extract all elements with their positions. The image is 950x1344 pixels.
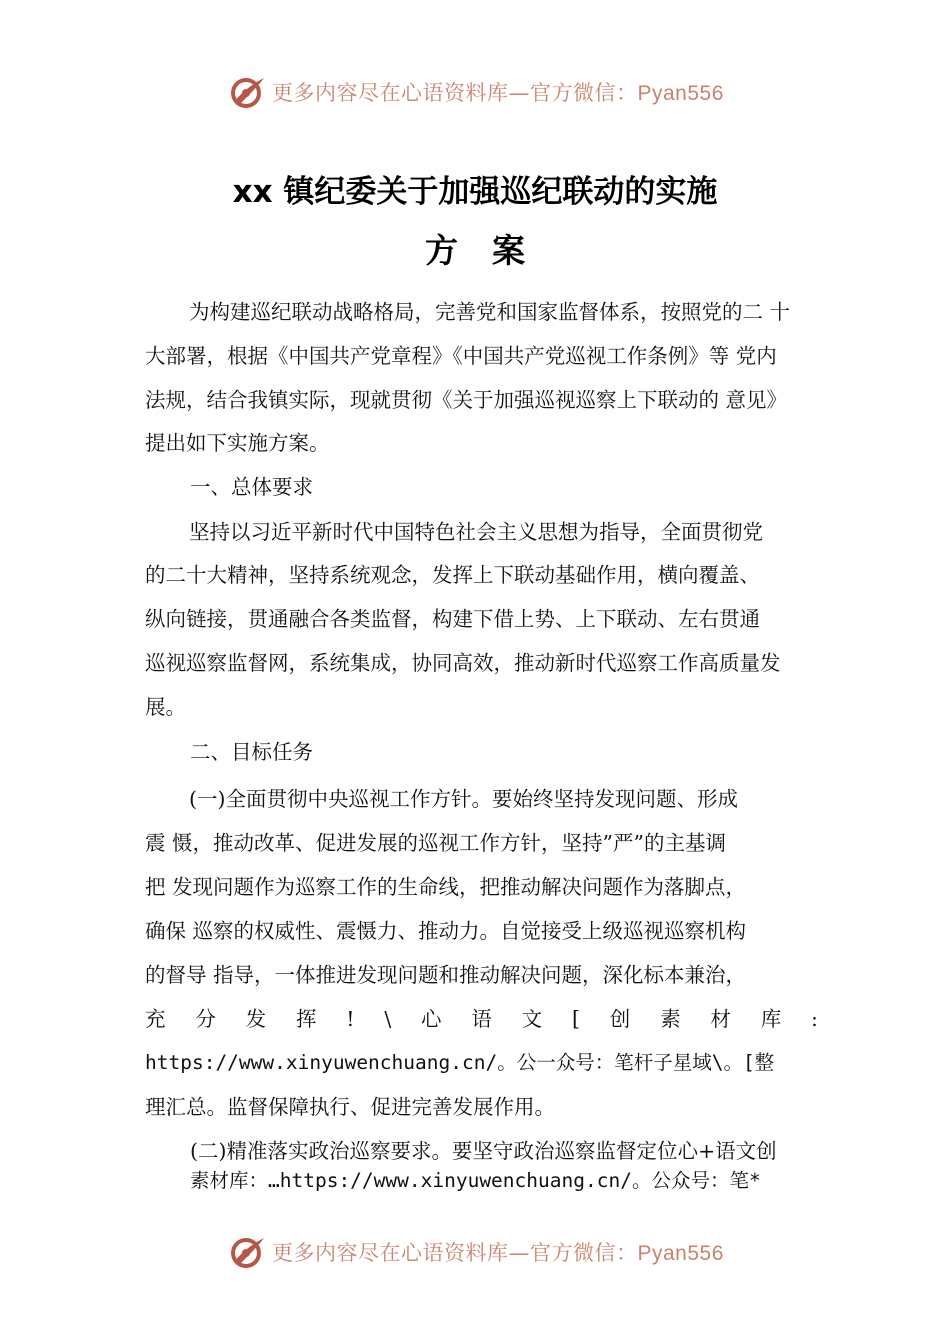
section2-item1-line-5: 的督导 指导，一体推进发现问题和推动解决问题，深化标本兼治， bbox=[145, 963, 747, 987]
wechat-id: Pyan556 bbox=[637, 1242, 724, 1265]
spread-char: 创 bbox=[609, 1007, 631, 1031]
section2-item1-line-2: 震 慑，推动改革、促进发展的巡视工作方针，坚持”严”的主基调 bbox=[145, 831, 726, 855]
spread-char: 充 bbox=[145, 1007, 166, 1031]
spread-char: 材 bbox=[710, 1007, 731, 1031]
section2-item1-line-4: 确保 巡察的权威性、震慑力、推动力。自觉接受上级巡视巡察机构 bbox=[145, 919, 747, 943]
watermark-banner-top bbox=[228, 72, 748, 112]
section1-heading: 一、总体要求 bbox=[190, 475, 313, 499]
wechat-id: Pyan556 bbox=[637, 82, 724, 105]
section1-line-1: 坚持以习近平新时代中国特色社会主义思想为指导，全面贯彻党 bbox=[189, 520, 763, 544]
intro-line-1: 为构建巡纪联动战略格局，完善党和国家监督体系，按照党的二 十 bbox=[189, 300, 791, 324]
section2-item1-line-3: 把 发现问题作为巡察工作的生命线，把推动解决问题作为落脚点， bbox=[145, 875, 747, 899]
spread-char: 发 bbox=[245, 1007, 267, 1031]
brush-logo-icon bbox=[228, 1232, 268, 1272]
spread-char: 心 bbox=[421, 1007, 442, 1031]
spread-char: 语 bbox=[471, 1007, 492, 1031]
watermark-banner-bottom bbox=[228, 1232, 748, 1272]
intro-line-2: 大部署，根据《中国共产党章程》《中国共产党巡视工作条例》等 党内 bbox=[145, 344, 777, 368]
spread-char: ! bbox=[346, 1007, 355, 1031]
spread-char: [ bbox=[571, 1007, 580, 1031]
spread-char: 库 bbox=[760, 1007, 782, 1031]
section1-line-5: 展。 bbox=[145, 695, 186, 719]
spread-char: 挥 bbox=[295, 1007, 317, 1031]
section1-line-4: 巡视巡察监督网，系统集成，协同高效，推动新时代巡察工作高质量发 bbox=[145, 651, 781, 675]
spread-char: 文 bbox=[521, 1007, 543, 1031]
url-line: https://www.xinyuwenchuang.cn/。公一众号：笔杆子星域\。[整 bbox=[145, 1051, 775, 1074]
brush-logo-icon bbox=[228, 72, 268, 112]
doc-title-line2: 方案 bbox=[425, 231, 559, 270]
section2-item2-line-2: 素材库：…https://www.xinyuwenchuang.cn/。公众号：笔* bbox=[190, 1169, 761, 1192]
banner-text: 更多内容尽在心语资料库—官方微信：Pyan556 bbox=[272, 81, 724, 105]
intro-line-4: 提出如下实施方案。 bbox=[145, 431, 330, 455]
section1-line-3: 纵向链接，贯通融合各类监督，构建下借上势、上下联动、左右贯通 bbox=[145, 607, 760, 631]
banner-text: 更多内容尽在心语资料库—官方微信：Pyan556 bbox=[272, 1241, 724, 1265]
spread-char: : bbox=[811, 1007, 818, 1031]
intro-line-3: 法规，结合我镇实际，现就贯彻《关于加强巡视巡察上下联动的 意见》 bbox=[145, 388, 788, 412]
spread-chars-line bbox=[145, 997, 818, 1041]
doc-title-line1: xx 镇纪委关于加强巡纪联动的实施 bbox=[232, 174, 718, 210]
section2-item1-line-1: (一)全面贯彻中央巡视工作方针。要始终坚持发现问题、形成 bbox=[189, 787, 738, 811]
section2-heading: 二、目标任务 bbox=[190, 740, 313, 764]
section2-item2-line-1: (二)精准落实政治巡察要求。要坚守政治巡察监督定位心+语文创 bbox=[190, 1139, 777, 1163]
spread-char: \ bbox=[384, 1007, 392, 1031]
spread-char: 素 bbox=[660, 1007, 681, 1031]
section2-item1-end: 理汇总。监督保障执行、促进完善发展作用。 bbox=[145, 1095, 555, 1119]
spread-char: 分 bbox=[195, 1007, 216, 1031]
section1-line-2: 的二十大精神，坚持系统观念，发挥上下联动基础作用，横向覆盖、 bbox=[145, 563, 760, 587]
